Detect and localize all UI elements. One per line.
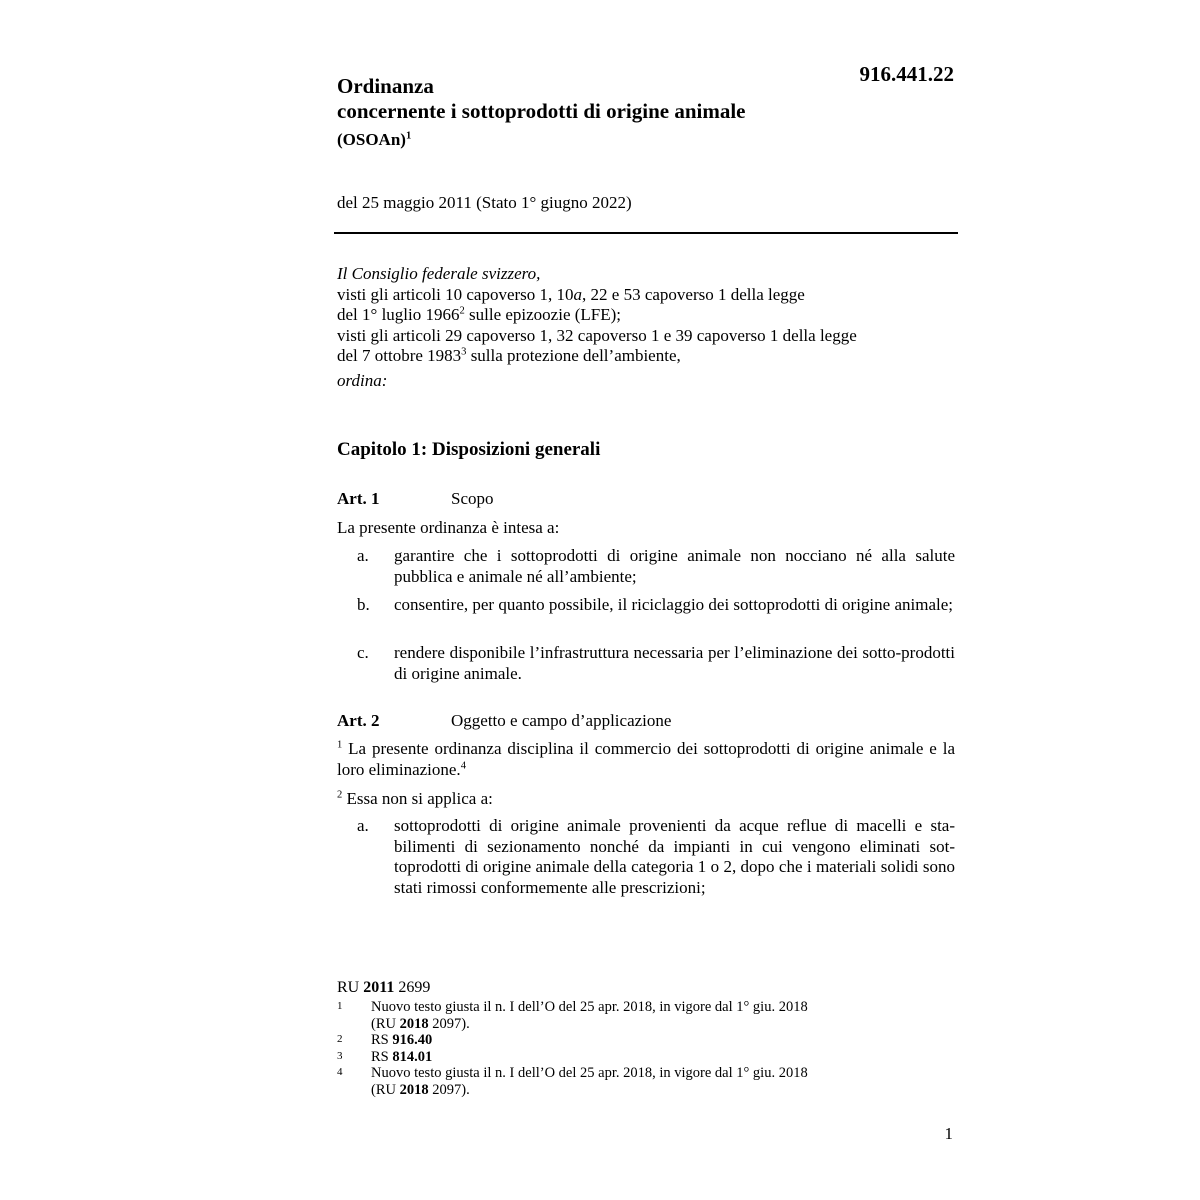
footnote-1: 1 Nuovo testo giusta il n. I dell’O del 25 apr. 2018, in vigore dal 1° giu. 2018 (RU 2018 2097). <box>337 999 808 1032</box>
footnote-ref-4[interactable]: 4 <box>460 759 466 771</box>
article-2-paragraph-2: $^2$ Essa non si applica a: <box>337 789 493 808</box>
preamble-line-4: del 7 ottobre 1983$^3$ sulla protezione dell’ambiente, <box>337 346 681 365</box>
list-item <box>357 546 955 587</box>
footnote-number: 3 <box>337 1049 343 1062</box>
article-1-heading <box>337 489 494 509</box>
article-title: Scopo <box>451 489 494 508</box>
footnote-ref-1[interactable]: 1 <box>405 130 412 142</box>
footnote-ref-3[interactable]: 3 <box>461 346 467 358</box>
header-divider <box>334 232 958 234</box>
list-item-label: c. <box>357 643 369 662</box>
paragraph-number: 1 <box>337 739 343 751</box>
list-item-label: a. <box>357 546 369 565</box>
paragraph-number: 2 <box>337 789 343 801</box>
footnotes <box>337 978 897 1098</box>
footnote-number: 1 <box>337 1000 343 1012</box>
ru-reference: RU 2011 2699 <box>337 979 431 996</box>
footnote-2: 2 RS 916.40 <box>337 1032 433 1048</box>
article-title: Oggetto e campo d’applicazione <box>451 711 672 730</box>
article-number: Art. 2 <box>337 711 380 730</box>
article-number: Art. 1 <box>337 489 380 508</box>
document-date: del 25 maggio 2011 (Stato 1° giugno 2022) <box>337 193 632 212</box>
list-item-text: rendere disponibile l’infrastruttura necessaria per l’eliminazione dei sotto-prodotti di origine animale. <box>394 643 955 683</box>
list-item-label: b. <box>357 595 370 614</box>
article-2-heading <box>337 711 671 731</box>
list-item-text: garantire che i sottoprodotti di origine animale non nocciano né alla salute pubblica e animale né all’ambiente; <box>394 546 955 586</box>
footnote-number: 2 <box>337 1033 343 1045</box>
preamble-ordina: ordina: <box>337 370 388 390</box>
chapter-heading: Capitolo 1: Disposizioni generali <box>337 439 601 460</box>
sr-number: 916.441.22 <box>859 62 954 86</box>
footnote-3: 3 RS 814.01 <box>337 1048 433 1065</box>
list-item-text: consentire, per quanto possibile, il riciclaggio dei sottoprodotti di origine animale; <box>394 595 953 614</box>
title-line-2: concernente i sottoprodotti di origine animale <box>337 99 746 123</box>
footnote-ref-2[interactable]: 2 <box>459 305 465 317</box>
list-item <box>357 816 955 898</box>
abbreviation-text: (OSOAn) <box>337 130 406 149</box>
footnote-number: 4 <box>337 1066 343 1078</box>
article-2-paragraph-1: $^1$ La presente ordinanza disciplina il commercio dei sottoprodotti di origine animale e la loro eliminazione.$^4$ <box>337 739 955 779</box>
footnote-4: 4 Nuovo testo giusta il n. I dell’O del 25 apr. 2018, in vigore dal 1° giu. 2018 (RU 2018 2097). <box>337 1065 808 1098</box>
preamble <box>337 264 957 391</box>
preamble-line-2: del 1° luglio 1966$^2$ sulle epizoozie (LFE); <box>337 305 622 324</box>
article-1-intro: La presente ordinanza è intesa a: <box>337 518 560 537</box>
list-item-label: a. <box>357 816 369 835</box>
preamble-authority: Il Consiglio federale svizzero, <box>337 264 541 283</box>
title-abbreviation <box>337 128 746 152</box>
document-title <box>337 74 746 152</box>
list-item <box>357 595 955 616</box>
list-item-text: sottoprodotti di origine animale provenienti da acque reflue di macelli e sta-bilimenti di sezionamento nonché da impianti in cui vengono eliminati sot-toprodotti di origine animale della categoria 1 o 2, dopo che i materiali solidi sono stati rimossi conformemente alle prescrizioni; <box>394 816 955 897</box>
title-line-1: Ordinanza <box>337 74 434 98</box>
page-number: 1 <box>944 1124 953 1143</box>
list-item <box>357 643 955 684</box>
preamble-line-1: visti gli articoli 10 capoverso 1, 10a, 22 e 53 capoverso 1 della legge <box>337 284 805 304</box>
preamble-line-3: visti gli articoli 29 capoverso 1, 32 capoverso 1 e 39 capoverso 1 della legge <box>337 325 857 345</box>
